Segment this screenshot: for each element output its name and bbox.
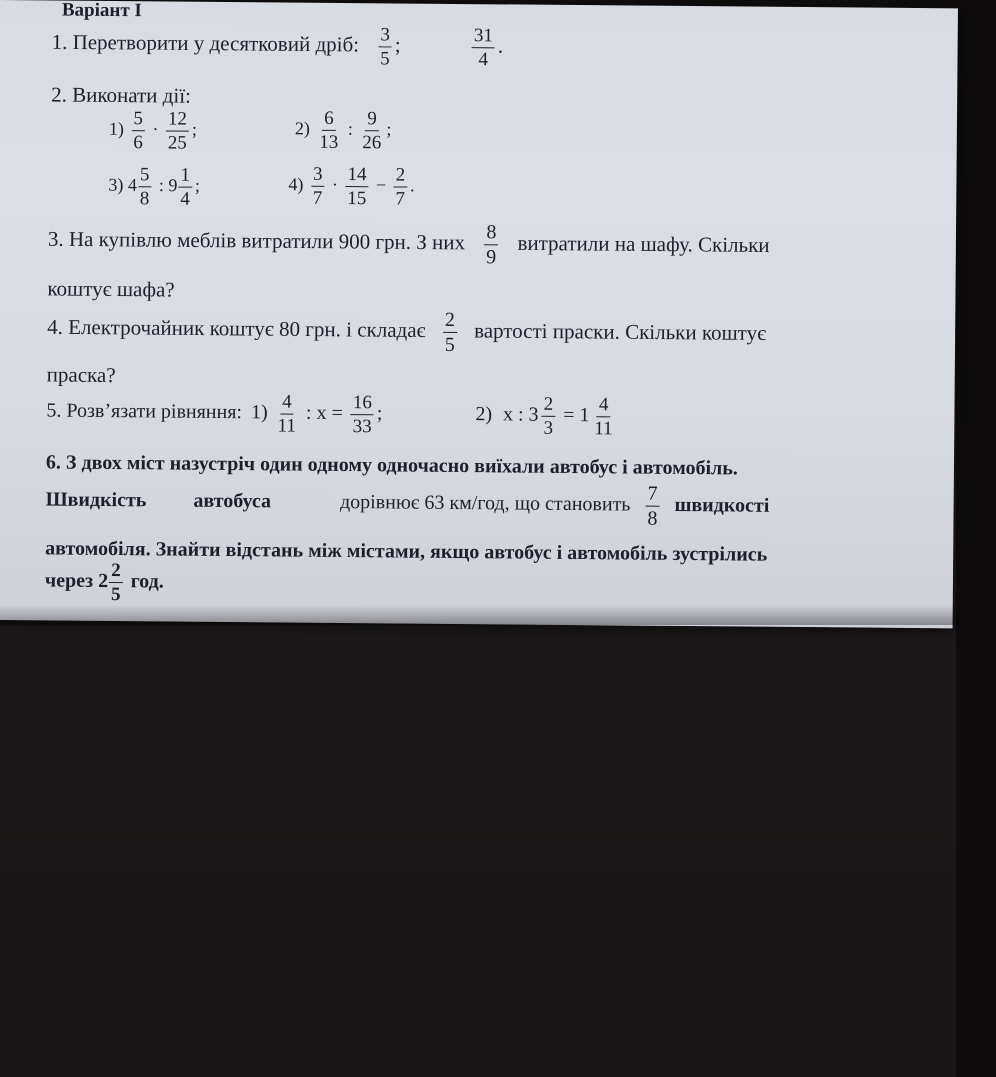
fraction: $\frac{16}{33}$: [352, 392, 373, 438]
fraction: $\frac{2}{5}$: [444, 308, 456, 356]
task-4-line-2: праска?: [46, 362, 116, 388]
task-6-line-2: Швидкість автобуса дорівнює 63 км/год, що становить $\frac{7}{8}$ швидкості: [45, 482, 770, 530]
paper-shadow: [0, 605, 960, 625]
task-2-expr-2: 2) $\frac{6}{13}$ : $\frac{9}{26}$ ;: [294, 107, 392, 154]
separator: ;: [394, 32, 401, 57]
fraction: $\frac{14}{15}$: [347, 164, 367, 210]
fraction: $\frac{2}{5}$: [110, 559, 121, 606]
fraction: $\frac{1}{4}$: [180, 164, 191, 210]
task-2-heading: 2. Виконати дії:: [51, 82, 192, 108]
fraction: $\frac{4}{11}$: [277, 391, 296, 437]
task-3-line-1: 3. На купівлю меблів витратили 900 грн. З них $\frac{8}{9}$ витратили на шафу. Скільки: [47, 221, 770, 269]
task-1: [51, 22, 503, 69]
variant-title: Варіант І: [61, 0, 142, 22]
fraction: $\frac{2}{7}$: [395, 164, 406, 210]
dark-edge: [956, 0, 996, 1077]
task-1-fraction-2: $\frac{31}{4}$: [472, 26, 495, 69]
fraction: $\frac{12}{25}$: [167, 108, 188, 154]
task-6-line-3: автомобіля. Знайти відстань між містами, якщо автобус і автомобіль зустрілись: [45, 537, 768, 566]
fraction: $\frac{9}{26}$: [362, 108, 382, 154]
task-4-line-1: 4. Електрочайник коштує 80 грн. і складає $\frac{2}{5}$ вартості праски. Скільки коштує: [47, 308, 767, 356]
task-6-line-1: 6. З двох міст назустріч один одному одночасно виїхали автобус і автомобіль.: [45, 451, 738, 480]
task-2-expr-3: 3) 4 $\frac{5}{8}$ : 9 $\frac{1}{4}$ ;: [108, 164, 201, 210]
task-5: 5. Розв’язати рівняння: 1) $\frac{4}{11}$ : x = $\frac{16}{33}$ ; 2) x : 3 $\frac{2}{3}$ = 1 $\frac{4}{11}$: [46, 390, 618, 438]
fraction: $\frac{5}{6}$: [133, 108, 144, 154]
task-1-fraction-1: $\frac{3}{5}$: [380, 24, 390, 70]
fraction: $\frac{3}{7}$: [312, 163, 323, 209]
task-2-expr-4: 4) $\frac{3}{7}$ · $\frac{14}{15}$ − $\frac{2}{7}$ .: [288, 163, 415, 210]
fraction: $\frac{2}{3}$: [543, 393, 554, 439]
fraction: $\frac{7}{8}$: [647, 482, 658, 530]
task-1-text: 1. Перетворити у десятковий дріб:: [51, 29, 360, 57]
task-2-expr-1: 1) $\frac{5}{6}$ · $\frac{12}{25}$ ;: [108, 108, 197, 154]
fraction: $\frac{5}{8}$: [139, 164, 150, 210]
fraction: $\frac{6}{13}$: [319, 107, 339, 153]
fraction: $\frac{8}{9}$: [486, 221, 497, 269]
task-3-line-2: коштує шафа?: [47, 276, 175, 302]
fraction: $\frac{4}{11}$: [594, 394, 613, 440]
period: .: [497, 33, 504, 58]
task-6-line-4: через 2 $\frac{2}{5}$ год.: [44, 559, 164, 606]
